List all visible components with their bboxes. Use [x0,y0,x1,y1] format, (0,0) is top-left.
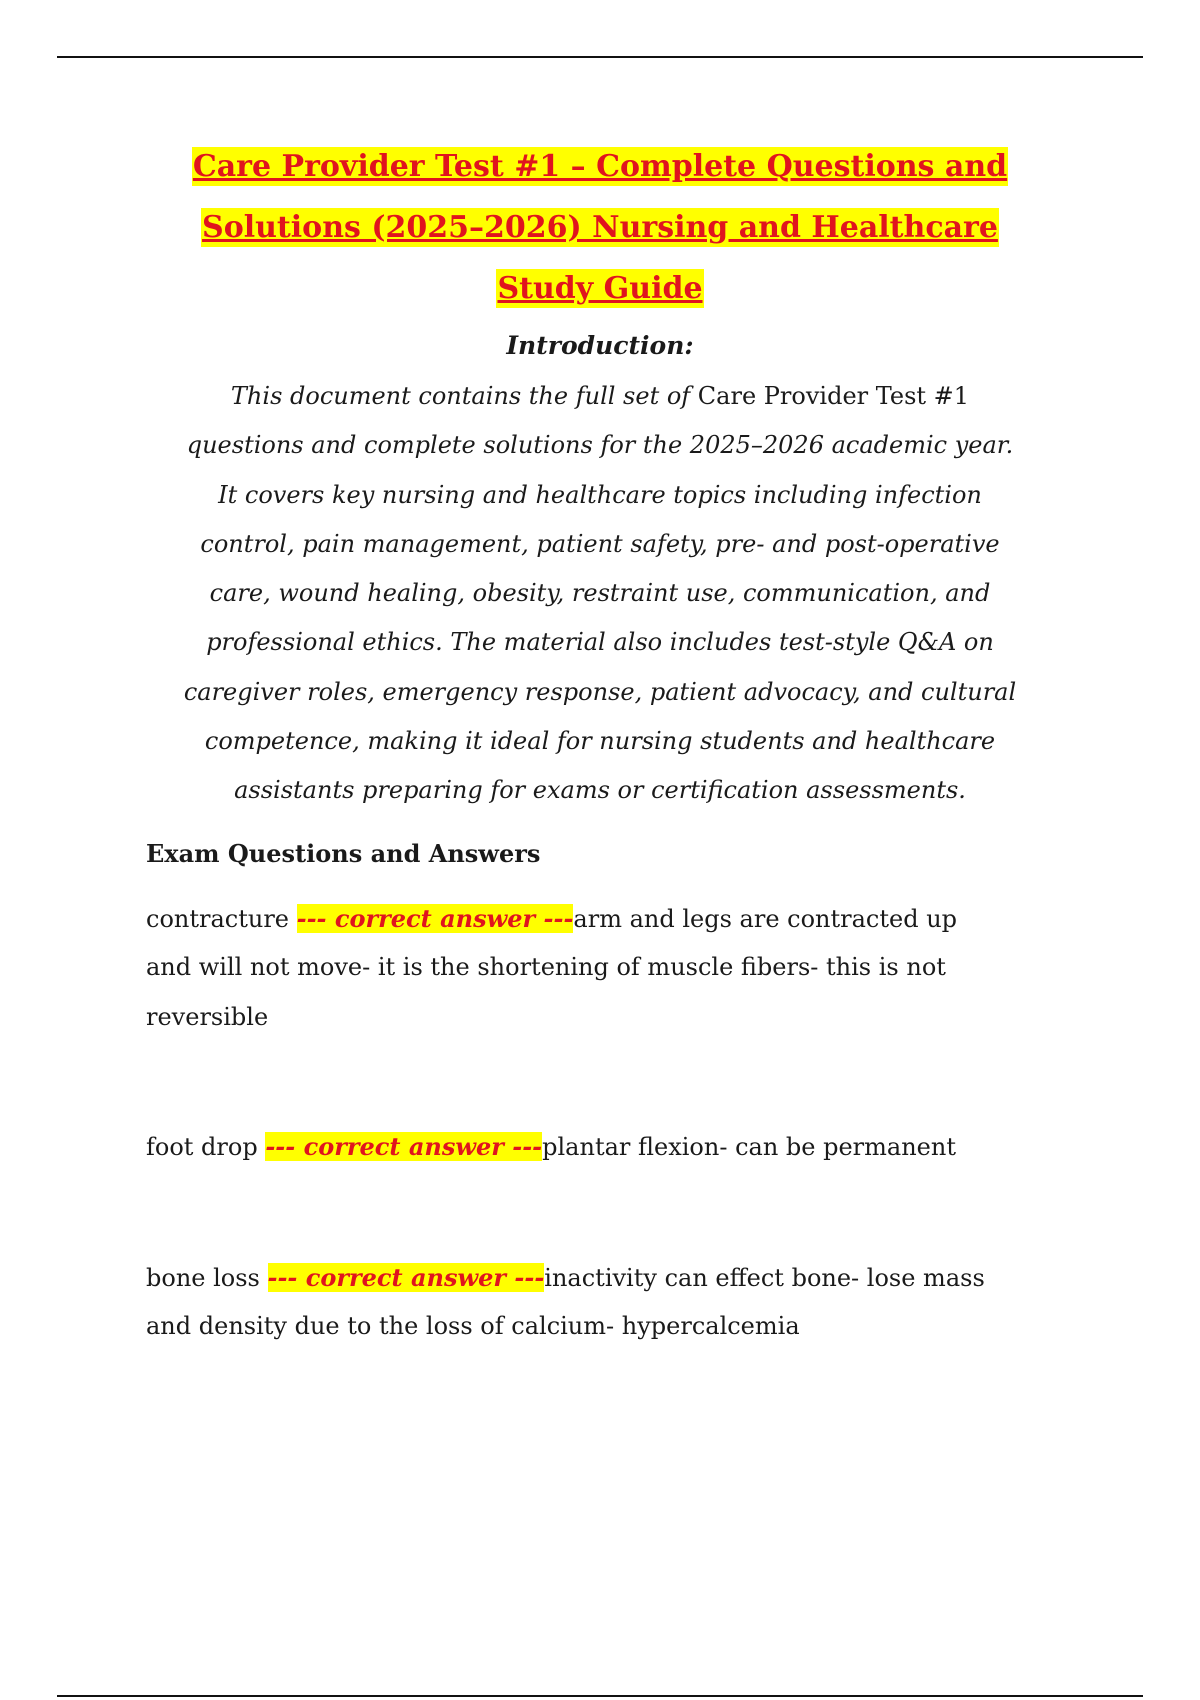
qa-line: and will not move- it is the shortening of muscle fibers- this is not [146,953,946,982]
introduction-heading: Introduction: [506,331,694,360]
qa-term: bone loss [146,1264,268,1292]
qa-item-contracture [146,894,957,1042]
qa-line [146,894,957,943]
qa-line [146,1122,956,1171]
header-rule [57,56,1143,58]
intro-line: assistants preparing for exams or certification assessments. [234,776,966,805]
intro-line: questions and complete solutions for the 2025–2026 academic year. [186,431,1014,460]
intro-line: control, pain management, patient safety, pre- and post-operative [200,529,1000,558]
title-line [100,136,1100,197]
qa-line: and density due to the loss of calcium- hypercalcemia [146,1312,800,1341]
introduction-paragraph [130,372,1070,816]
intro-line: It covers key nursing and healthcare topics including infection [218,480,982,509]
intro-line: competence, making it ideal for nursing students and healthcare [204,727,996,756]
qa-term: contracture [146,905,297,933]
qa-answer: arm and legs are contracted up [573,905,958,933]
title-line-text: Care Provider Test #1 – Complete Questions and [192,149,1008,184]
footer-rule [57,1695,1143,1697]
test-name: Care Provider Test #1 [697,382,970,410]
correct-answer-marker: --- correct answer --- [265,1132,543,1161]
title-line-text: Solutions (2025–2026) Nursing and Healthcare [202,210,998,245]
title-line [100,258,1100,319]
correct-answer-marker: --- correct answer --- [267,1263,545,1292]
correct-answer-marker: --- correct answer --- [296,904,574,933]
exam-section-heading: Exam Questions and Answers [146,839,541,868]
intro-line [130,372,1070,421]
qa-answer: plantar flexion- can be permanent [542,1133,956,1161]
intro-line: care, wound healing, obesity, restraint use, communication, and [209,579,991,608]
qa-answer: inactivity can effect bone- lose mass [544,1264,985,1292]
qa-line [146,1253,985,1302]
qa-item-bone-loss [146,1253,985,1352]
title-line-text: Study Guide [497,271,703,306]
qa-item-foot-drop [146,1122,956,1171]
intro-line-text: This document contains the full set of [230,382,698,410]
intro-line: professional ethics. The material also includes test-style Q&A on [206,628,994,657]
qa-term: foot drop [146,1133,266,1161]
title-line [100,197,1100,258]
document-title [100,136,1100,319]
intro-line: caregiver roles, emergency response, patient advocacy, and cultural [183,677,1017,706]
qa-line: reversible [146,1002,269,1031]
